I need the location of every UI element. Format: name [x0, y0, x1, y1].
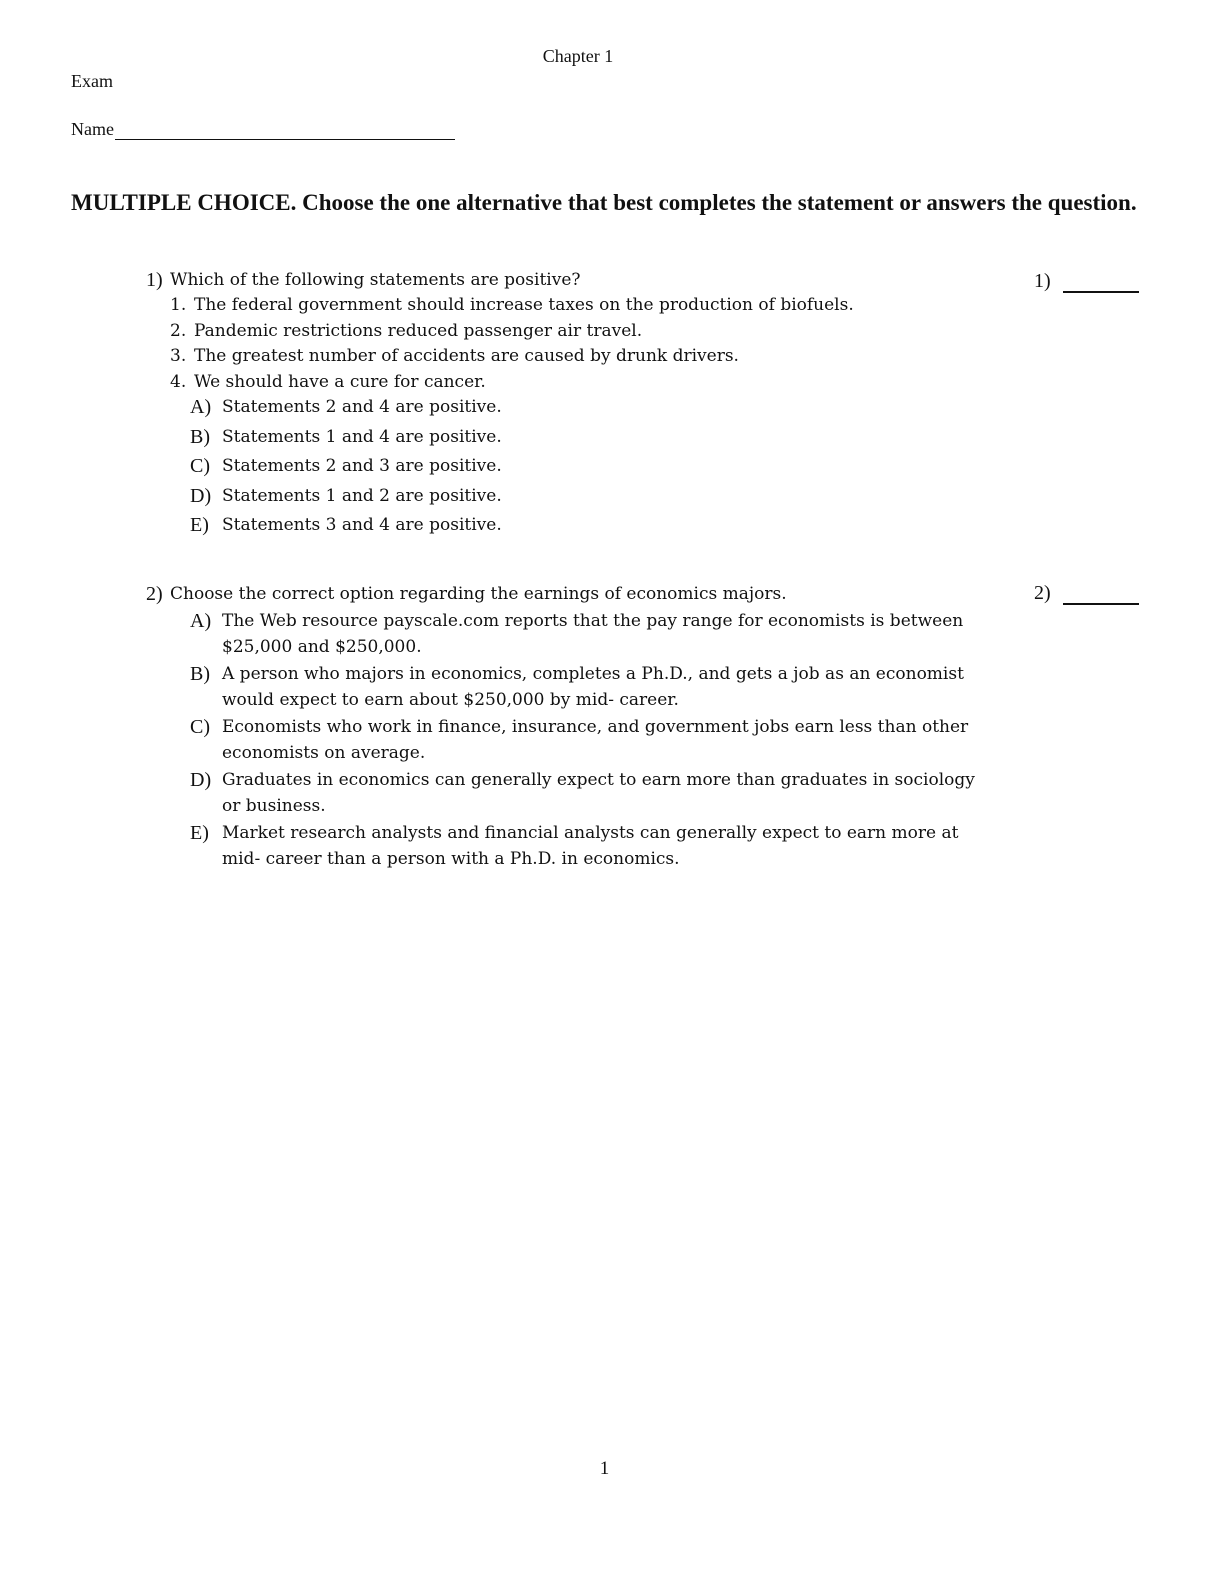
name-field: [71, 119, 455, 140]
option-b: [190, 425, 1146, 451]
name-label: Name: [71, 119, 114, 139]
option-text: Statements 2 and 4 are positive.: [222, 397, 502, 417]
option-d: [190, 768, 1146, 819]
statement-item: [146, 293, 1146, 319]
option-letter: D): [190, 769, 212, 791]
statement-text: We should have a cure for cancer.: [194, 371, 486, 392]
option-a: [190, 395, 1146, 421]
statement-text: Pandemic restrictions reduced passenger air travel.: [194, 320, 643, 341]
question-text: Which of the following statements are positive?: [170, 270, 581, 290]
question-stem: [146, 582, 1146, 607]
option-letter: B): [190, 425, 210, 448]
answer-slot-2: [1034, 582, 1139, 605]
statement-text: The greatest number of accidents are caused by drunk drivers.: [194, 346, 739, 366]
option-letter: C): [190, 455, 210, 477]
option-b: [190, 662, 1146, 713]
answer-label: 1): [1034, 270, 1051, 292]
answer-slot-1: [1034, 270, 1139, 293]
statement-text: The federal government should increase taxes on the production of biofuels.: [194, 295, 854, 315]
statement-item: [146, 319, 1146, 345]
question-number: 1): [146, 269, 163, 291]
option-letter: A): [190, 610, 212, 632]
statement-item: [146, 344, 1146, 370]
question-2: [146, 582, 1146, 874]
statement-number: 3.: [170, 346, 187, 366]
option-d: [190, 484, 1146, 510]
option-text: Market research analysts and financial analysts can generally expect to earn more at mid- career than a person with a Ph.D. in economics.: [222, 823, 959, 869]
statement-item: [146, 370, 1146, 396]
option-text: Graduates in economics can generally expect to earn more than graduates in sociology or business.: [222, 770, 975, 816]
option-text: Statements 3 and 4 are positive.: [222, 515, 502, 535]
section-instructions: MULTIPLE CHOICE. Choose the one alternative that best completes the statement or answers the question.: [71, 190, 1137, 215]
option-text: Statements 1 and 2 are positive.: [222, 485, 502, 506]
name-blank-line: [115, 123, 455, 140]
question-number: 2): [146, 583, 163, 605]
option-a: [190, 609, 1146, 660]
question-text: Choose the correct option regarding the earnings of economics majors.: [170, 584, 787, 604]
option-text: Statements 2 and 3 are positive.: [222, 456, 502, 476]
statement-number: 4.: [170, 371, 187, 392]
question-1: [146, 268, 1146, 543]
statement-number: 1.: [170, 295, 187, 315]
answer-label: 2): [1034, 582, 1051, 604]
answer-blank-line: [1063, 275, 1139, 293]
page-number: 1: [599, 1458, 610, 1479]
option-e: [190, 821, 1146, 872]
option-letter: D): [190, 484, 212, 507]
option-text: Statements 1 and 4 are positive.: [222, 426, 502, 447]
option-c: [190, 715, 1146, 766]
option-letter: E): [190, 514, 209, 536]
option-letter: C): [190, 716, 210, 738]
exam-label: Exam: [71, 71, 113, 91]
option-text: A person who majors in economics, completes a Ph.D., and gets a job as an economist would expect to earn about $250,000 by mid- career.: [222, 664, 964, 710]
option-c: [190, 454, 1146, 480]
option-text: Economists who work in finance, insurance, and government jobs earn less than other economists on average.: [222, 717, 969, 763]
option-letter: E): [190, 822, 209, 844]
statement-list: [146, 293, 1146, 395]
option-text: The Web resource payscale.com reports that the pay range for economists is between $25,000 and $250,000.: [222, 611, 964, 657]
option-e: [190, 513, 1146, 539]
question-stem: [146, 268, 1146, 293]
option-letter: B): [190, 663, 210, 685]
option-letter: A): [190, 396, 212, 418]
answer-blank-line: [1063, 587, 1139, 605]
chapter-heading: Chapter 1: [542, 46, 614, 66]
statement-number: 2.: [170, 320, 187, 341]
